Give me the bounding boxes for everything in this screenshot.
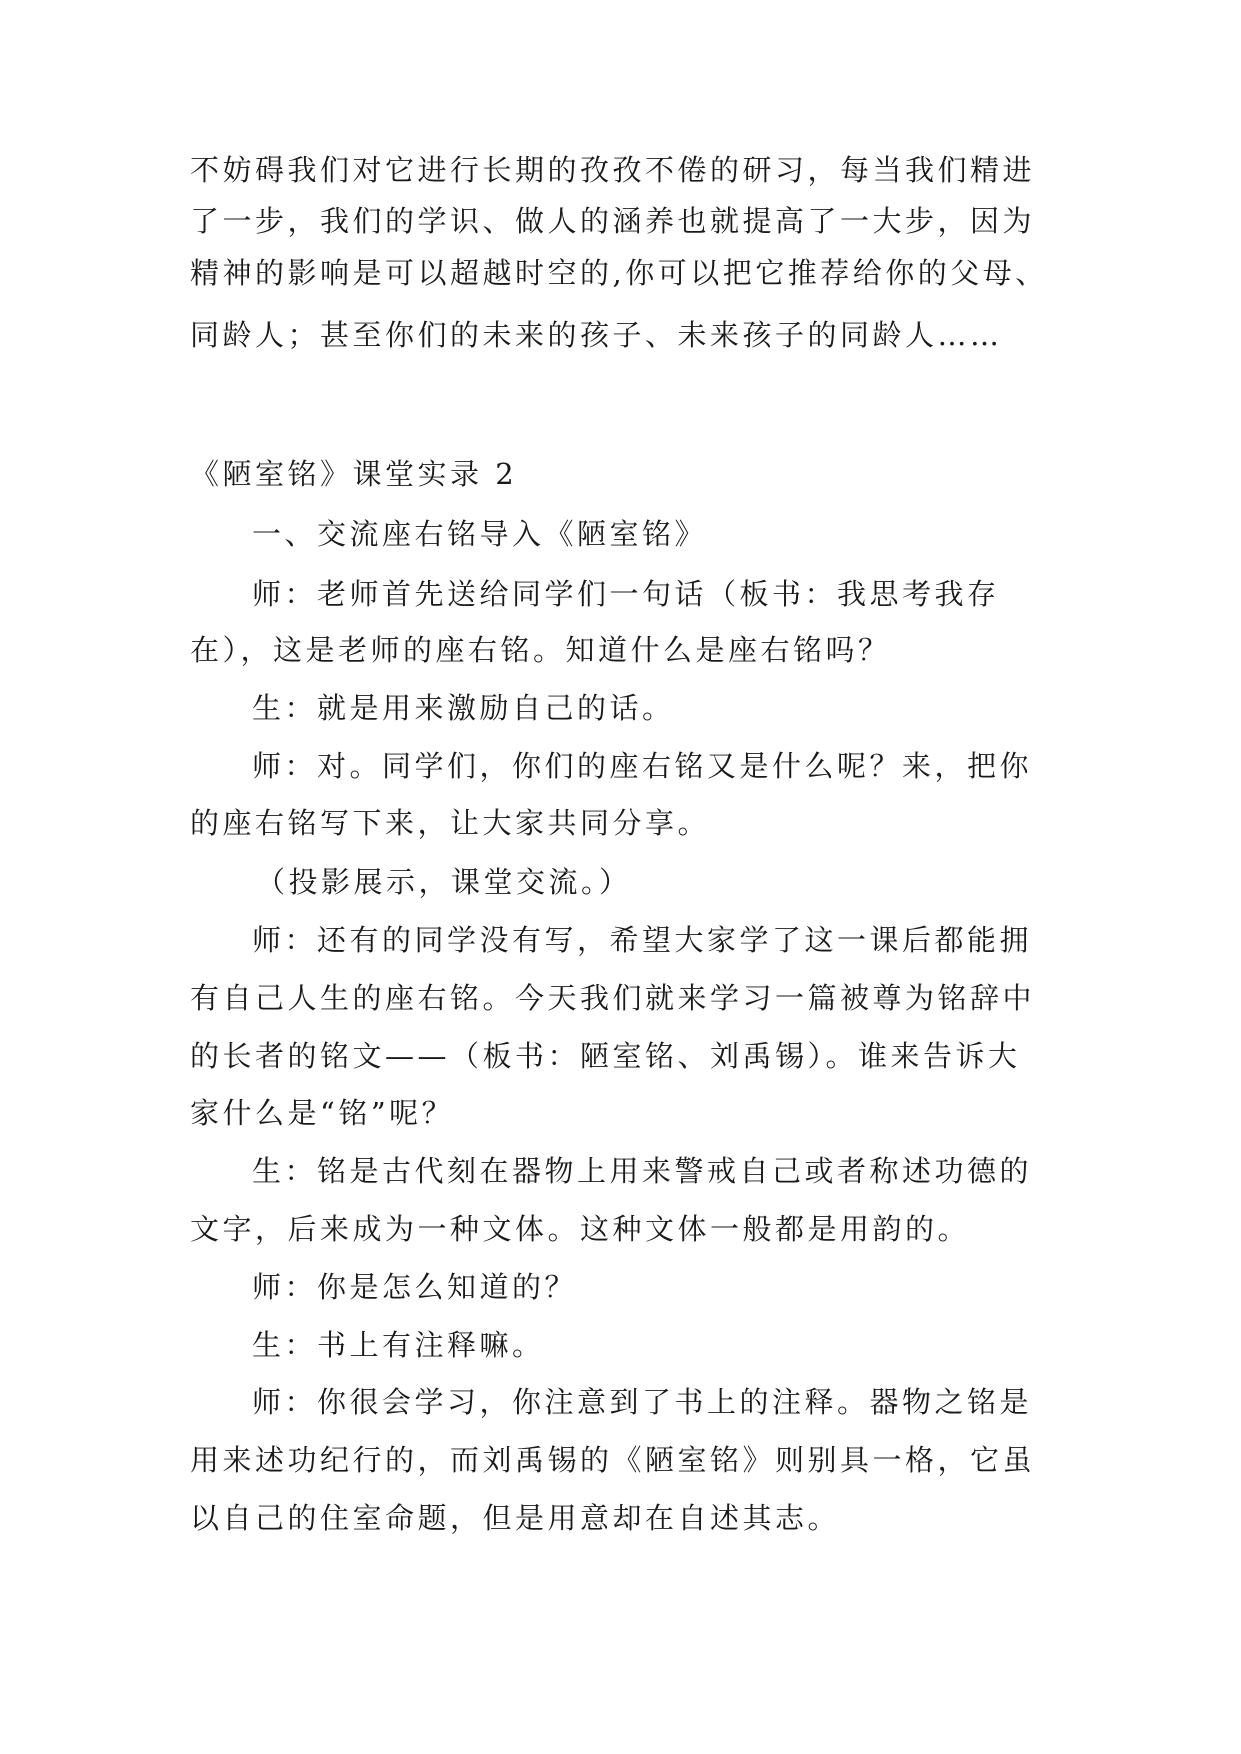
intro-line-4: 同龄人；甚至你们的未来的孩子、未来孩子的同龄人…… — [190, 318, 1003, 352]
dialogue-line: 师：老师首先送给同学们一句话（板书：我思考我存 — [252, 577, 1000, 611]
section-title: 《陋室铭》课堂实录 2 — [190, 457, 518, 491]
dialogue-line: 生：书上有注释嘛。 — [252, 1328, 545, 1362]
intro-line-3: 精神的影响是可以超越时空的,你可以把它推荐给你的父母、 — [190, 256, 1048, 290]
dialogue-line: 师：对。同学们，你们的座右铭又是什么呢？来，把你 — [252, 749, 1033, 783]
dialogue-line: 文字，后来成为一种文体。这种文体一般都是用韵的。 — [190, 1212, 971, 1246]
dialogue-line: 师：你是怎么知道的？ — [252, 1270, 578, 1304]
dialogue-line: 的座右铭写下来，让大家共同分享。 — [190, 806, 711, 840]
intro-line-1: 不妨碍我们对它进行长期的孜孜不倦的研习，每当我们精进 — [190, 153, 1036, 187]
section-heading: 一、交流座右铭导入《陋室铭》 — [252, 517, 708, 551]
dialogue-line: 师：你很会学习，你注意到了书上的注释。器物之铭是 — [252, 1385, 1033, 1419]
dialogue-line: 生：就是用来激励自己的话。 — [252, 691, 675, 725]
dialogue-line: 的长者的铭文——（板书：陋室铭、刘禹锡）。谁来告诉大 — [190, 1039, 1021, 1073]
stage-direction: （投影展示，课堂交流。） — [256, 865, 632, 899]
dialogue-line: 有自己人生的座右铭。今天我们就来学习一篇被尊为铭辞中 — [190, 981, 1036, 1015]
dialogue-line: 以自己的住室命题，但是用意却在自述其志。 — [190, 1501, 841, 1535]
dialogue-line: 师：还有的同学没有写，希望大家学了这一课后都能拥 — [252, 923, 1033, 957]
dialogue-line: 家什么是“铭”呢？ — [190, 1096, 455, 1130]
dialogue-line: 用来述功纪行的，而刘禹锡的《陋室铭》则别具一格，它虽 — [190, 1443, 1036, 1477]
intro-line-2: 了一步，我们的学识、做人的涵养也就提高了一大步，因为 — [190, 204, 1036, 238]
dialogue-line: 生：铭是古代刻在器物上用来警戒自己或者称述功德的 — [252, 1154, 1033, 1188]
dialogue-line: 在），这是老师的座右铭。知道什么是座右铭吗？ — [190, 633, 891, 667]
